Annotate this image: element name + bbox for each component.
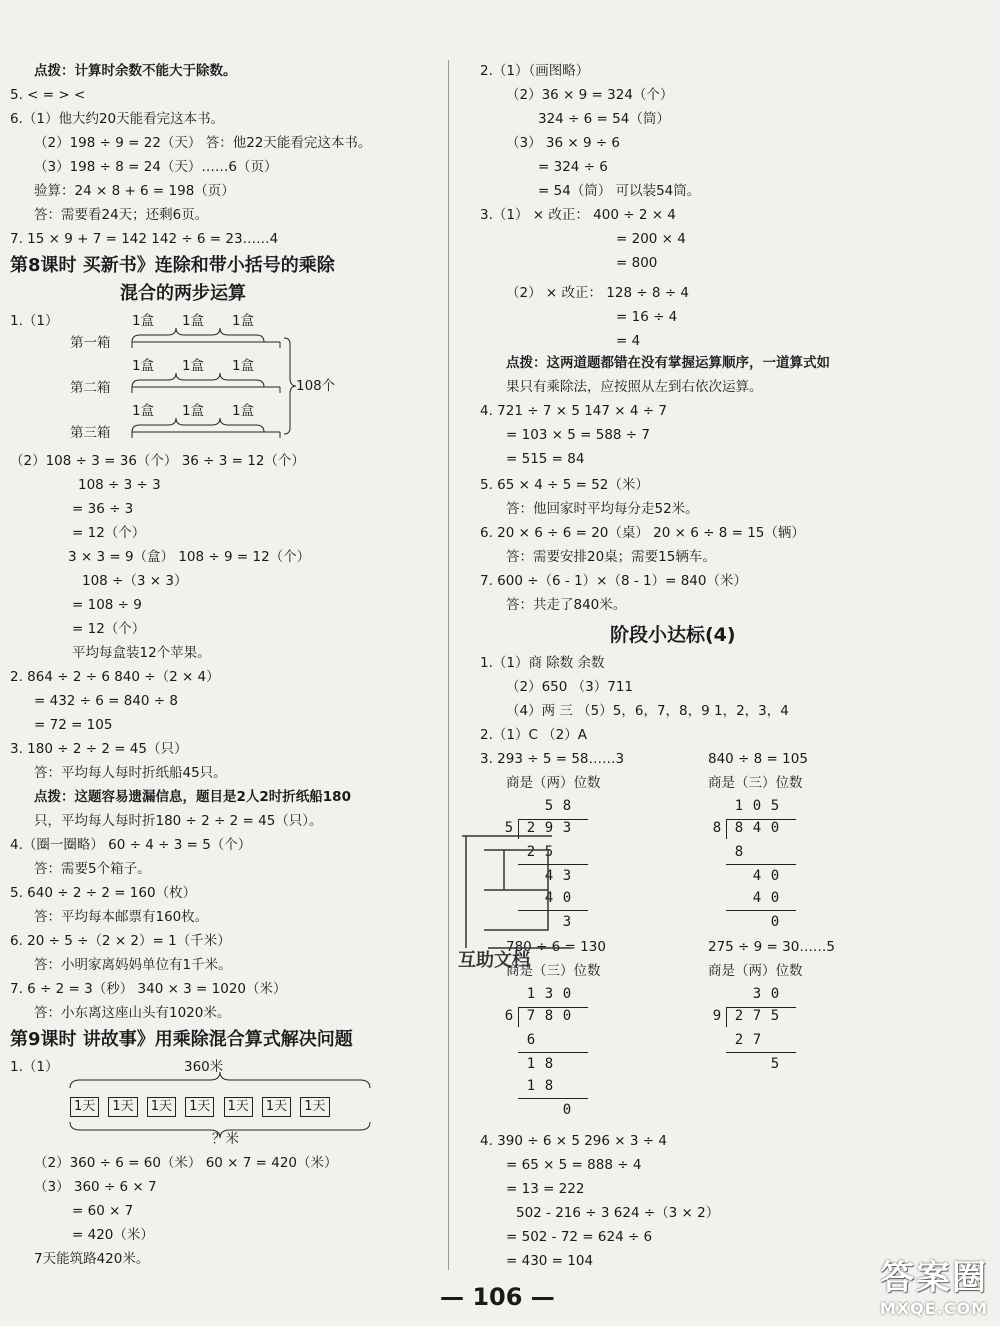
brace-diagram-svg <box>70 312 330 442</box>
answer-line: 4.（圈一圈略） 60 ÷ 4 ÷ 3 = 5（个） <box>10 837 252 853</box>
lesson-9-heading: 第9课时 讲故事》用乘除混合算式解决问题 <box>10 1029 353 1050</box>
answer-line: 1.（1） <box>10 1059 59 1075</box>
answer-line: 2.（1）C （2）A <box>480 727 588 743</box>
answer-line: 6. 20 × 6 ÷ 6 = 20（桌） 20 × 6 ÷ 8 = 15（辆） <box>480 525 805 541</box>
crate-1-label: 第一箱 <box>70 335 111 351</box>
quotient-digit: 3 <box>544 986 554 1002</box>
step-digit: 2 <box>734 1032 744 1048</box>
day-boxes <box>70 1095 334 1117</box>
answer-line: = 4 <box>616 333 641 349</box>
step-digit: 6 <box>526 1032 536 1048</box>
stamp-logo <box>458 830 578 980</box>
long-division-780-by-6 <box>500 986 600 1126</box>
division-bracket <box>726 819 727 839</box>
tip-text: 点拨：这题容易遗漏信息，题目是2人2时折纸船180 <box>34 789 351 805</box>
answer-line: 答：平均每本邮票有160枚。 <box>34 909 209 925</box>
answer-line: = 430 = 104 <box>506 1253 594 1269</box>
answer-line: 840 ÷ 8 = 105 <box>708 751 808 767</box>
step-digit: 7 <box>752 1032 762 1048</box>
remainder-digit: 0 <box>770 914 780 930</box>
answer-line: （2）198 ÷ 9 = 22（天） 答：他22天能看完这本书。 <box>34 135 372 151</box>
day-box: 1天 <box>262 1097 291 1117</box>
box-label: 1盒 <box>132 403 155 419</box>
answer-line: = 800 <box>616 255 658 271</box>
step-digit: 8 <box>544 1078 554 1094</box>
quotient-digit: 5 <box>770 798 780 814</box>
answer-line: （2）360 ÷ 6 = 60（米） 60 × 7 = 420（米） <box>34 1155 338 1171</box>
answer-line: 324 ÷ 6 = 54（筒） <box>538 111 670 127</box>
dividend-digit: 7 <box>752 1008 762 1024</box>
answer-line: 答：小东离这座山头有1020米。 <box>34 1005 231 1021</box>
box-diagram <box>70 312 336 442</box>
stage-test-heading: 阶段小达标(4) <box>610 624 736 646</box>
watermark-title: 答案圈 <box>880 1258 988 1298</box>
answer-line: （2）108 ÷ 3 = 36（个） 36 ÷ 3 = 12（个） <box>10 453 305 469</box>
answer-line: = 13 = 222 <box>506 1181 585 1197</box>
box-label: 1盒 <box>182 403 205 419</box>
step-digit: 5 <box>544 844 554 860</box>
answer-line: 答：需要安排20桌；需要15辆车。 <box>506 549 716 565</box>
answer-line: 4. 390 ÷ 6 × 5 296 × 3 ÷ 4 <box>480 1133 667 1149</box>
dividend-digit: 7 <box>526 1008 536 1024</box>
dividend-digit: 8 <box>734 820 744 836</box>
answer-line: 502 - 216 ÷ 3 624 ÷（3 × 2） <box>516 1205 720 1221</box>
answer-line: 3. 180 ÷ 2 ÷ 2 = 45（只） <box>10 741 188 757</box>
answer-line: 4. 721 ÷ 7 × 5 147 × 4 ÷ 7 <box>480 403 667 419</box>
answer-line: 5. 65 × 4 ÷ 5 = 52（米） <box>480 477 649 493</box>
dividend-digit: 5 <box>770 1008 780 1024</box>
step-digit: 2 <box>526 844 536 860</box>
answer-line: 2. 864 ÷ 2 ÷ 6 840 ÷（2 × 4） <box>10 669 220 685</box>
remainder-digit: 5 <box>770 1056 780 1072</box>
answer-line: （2） × 改正： 128 ÷ 8 ÷ 4 <box>506 285 690 301</box>
dividend-digit: 2 <box>734 1008 744 1024</box>
step-line <box>726 910 796 911</box>
answer-line: = 54（筒） 可以装54筒。 <box>538 183 701 199</box>
tip-text: 点拨：计算时余数不能大于除数。 <box>34 63 237 79</box>
answer-line: 答：他回家时平均每分走52米。 <box>506 501 699 517</box>
remainder-digit: 3 <box>562 914 572 930</box>
lesson-8-heading: 第8课时 买新书》连除和带小括号的乘除 <box>10 255 335 276</box>
answer-line: 商是（两）位数 <box>506 775 601 791</box>
answer-line: = 12（个） <box>72 621 146 637</box>
column-divider <box>448 60 449 1270</box>
box-label: 1盒 <box>182 358 205 374</box>
long-division-275-by-9 <box>708 986 808 1086</box>
answer-line: 7天能筑路420米。 <box>34 1251 150 1267</box>
dividend-digit: 8 <box>544 1008 554 1024</box>
answer-line: 108 ÷ 3 ÷ 3 <box>78 477 161 493</box>
long-division-840-by-8 <box>708 798 808 938</box>
tip-text: 只，平均每人每时折180 ÷ 2 ÷ 2 = 45（只）。 <box>34 813 323 829</box>
day-box: 1天 <box>300 1097 329 1117</box>
remainder-digit: 0 <box>562 1102 572 1118</box>
tip-text: 果只有乘除法，应按照从左到右依次运算。 <box>506 379 763 395</box>
stamp-text: 互助文档 <box>458 950 530 971</box>
dividend-digit: 2 <box>526 820 536 836</box>
step-line <box>726 1052 796 1053</box>
step-digit: 4 <box>544 890 554 906</box>
answer-line: 5. 640 ÷ 2 ÷ 2 = 160（枚） <box>10 885 197 901</box>
dividend-digit: 9 <box>544 820 554 836</box>
answer-line: 275 ÷ 9 = 30……5 <box>708 939 835 955</box>
day-box: 1天 <box>147 1097 176 1117</box>
quotient-digit: 8 <box>562 798 572 814</box>
distance-label: 360米 <box>184 1059 224 1075</box>
step-line <box>518 1052 588 1053</box>
answer-line: 7. 15 × 9 + 7 = 142 142 ÷ 6 = 23……4 <box>10 231 279 247</box>
answer-line: 答：小明家离妈妈单位有1千米。 <box>34 957 232 973</box>
answer-line: 答：共走了840米。 <box>506 597 627 613</box>
answer-line: = 108 ÷ 9 <box>72 597 142 613</box>
watermark-url: MXQE.COM <box>879 1299 988 1318</box>
answer-line: （2）650 （3）711 <box>506 679 634 695</box>
divisor: 8 <box>712 820 722 836</box>
answer-line: 7. 6 ÷ 2 = 3（秒） 340 × 3 = 1020（米） <box>10 981 287 997</box>
answer-line: （3）198 ÷ 8 = 24（天）……6（页） <box>34 159 278 175</box>
answer-line: 商是（三）位数 <box>506 963 601 979</box>
step-digit: 4 <box>544 868 554 884</box>
division-bracket <box>726 1007 727 1027</box>
quotient-digit: 0 <box>770 986 780 1002</box>
answer-line: = 60 × 7 <box>72 1203 134 1219</box>
box-label: 1盒 <box>232 403 255 419</box>
answer-line: 780 ÷ 6 = 130 <box>506 939 606 955</box>
answer-line: = 324 ÷ 6 <box>538 159 608 175</box>
dividend-digit: 0 <box>770 820 780 836</box>
dividend-digit: 3 <box>562 820 572 836</box>
answer-line: = 72 = 105 <box>34 717 113 733</box>
answer-line: 答：需要5个箱子。 <box>34 861 151 877</box>
watermark <box>880 1250 988 1318</box>
step-digit: 4 <box>752 890 762 906</box>
answer-line: 商是（三）位数 <box>708 775 803 791</box>
box-label: 1盒 <box>132 313 155 329</box>
answer-line: 3.（1） × 改正： 400 ÷ 2 × 4 <box>480 207 676 223</box>
answer-line: （3） 360 ÷ 6 × 7 <box>34 1179 157 1195</box>
page-number: — 106 — <box>440 1283 555 1311</box>
answer-line: 1.（1） <box>10 313 59 329</box>
answer-line: 2.（1）（画图略） <box>480 63 590 79</box>
day-box: 1天 <box>108 1097 137 1117</box>
answer-line: = 12（个） <box>72 525 146 541</box>
answer-line: = 65 × 5 = 888 ÷ 4 <box>506 1157 642 1173</box>
divisor: 6 <box>504 1008 514 1024</box>
answer-line: 6.（1）他大约20天能看完这本书。 <box>10 111 225 127</box>
crate-2-label: 第二箱 <box>70 380 111 396</box>
step-digit: 0 <box>770 890 780 906</box>
box-label: 1盒 <box>232 358 255 374</box>
step-digit: 0 <box>562 890 572 906</box>
step-digit: 4 <box>752 868 762 884</box>
crate-3-label: 第三箱 <box>70 425 111 441</box>
unknown-label: ？米 <box>212 1131 239 1147</box>
answer-line: = 515 = 84 <box>506 451 585 467</box>
day-box: 1天 <box>185 1097 214 1117</box>
step-digit: 1 <box>526 1078 536 1094</box>
answer-line: 7. 600 ÷（6 - 1）×（8 - 1）= 840（米） <box>480 573 747 589</box>
divisor: 9 <box>712 1008 722 1024</box>
step-line <box>518 1098 588 1099</box>
step-digit: 1 <box>526 1056 536 1072</box>
answer-line: 平均每盒装12个苹果。 <box>72 645 211 661</box>
day-box: 1天 <box>70 1097 99 1117</box>
step-digit: 0 <box>770 868 780 884</box>
answer-line: （4）两 三 （5）5，6，7，8，9 1，2，3，4 <box>506 703 789 719</box>
answer-line: = 103 × 5 = 588 ÷ 7 <box>506 427 650 443</box>
box-label: 1盒 <box>232 313 255 329</box>
answer-line: 3 × 3 = 9（盒） 108 ÷ 9 = 12（个） <box>68 549 311 565</box>
answer-line: 3. 293 ÷ 5 = 58……3 <box>480 751 625 767</box>
box-label: 1盒 <box>182 313 205 329</box>
step-digit: 8 <box>544 1056 554 1072</box>
answer-line: 验算：24 × 8 + 6 = 198（页） <box>34 183 235 199</box>
division-bracket <box>518 1007 519 1027</box>
quotient-digit: 1 <box>734 798 744 814</box>
answer-line: 5. < = > < <box>10 87 86 103</box>
answer-line: = 420（米） <box>72 1227 154 1243</box>
dividend-digit: 0 <box>562 1008 572 1024</box>
quotient-digit: 1 <box>526 986 536 1002</box>
divisor: 5 <box>504 820 514 836</box>
answer-line: 1.（1）商 除数 余数 <box>480 655 605 671</box>
step-line <box>726 864 796 865</box>
quotient-digit: 0 <box>562 986 572 1002</box>
dividend-digit: 4 <box>752 820 762 836</box>
day-box: 1天 <box>224 1097 253 1117</box>
answer-line: （3） 36 × 9 ÷ 6 <box>506 135 621 151</box>
total-label: 108个 <box>296 378 336 394</box>
answer-line: = 16 ÷ 4 <box>616 309 678 325</box>
answer-line: = 36 ÷ 3 <box>72 501 134 517</box>
answer-line: 答：需要看24天；还剩6页。 <box>34 207 209 223</box>
days-diagram <box>66 1058 386 1148</box>
step-digit: 3 <box>562 868 572 884</box>
answer-line: 答：平均每人每时折纸船45只。 <box>34 765 227 781</box>
step-digit: 8 <box>734 844 744 860</box>
answer-line: = 200 × 4 <box>616 231 686 247</box>
tip-text: 点拨：这两道题都错在没有掌握运算顺序，一道算式如 <box>506 355 830 371</box>
lesson-8-heading-2: 混合的两步运算 <box>120 283 246 304</box>
quotient-digit: 5 <box>544 798 554 814</box>
answer-line: 108 ÷（3 × 3） <box>82 573 188 589</box>
quotient-digit: 3 <box>752 986 762 1002</box>
box-label: 1盒 <box>132 358 155 374</box>
quotient-digit: 0 <box>752 798 762 814</box>
answer-line: 6. 20 ÷ 5 ÷（2 × 2）= 1（千米） <box>10 933 231 949</box>
answer-line: （2）36 × 9 = 324（个） <box>506 87 674 103</box>
answer-line: 商是（两）位数 <box>708 963 803 979</box>
answer-line: = 432 ÷ 6 = 840 ÷ 8 <box>34 693 178 709</box>
answer-line: = 502 - 72 = 624 ÷ 6 <box>506 1229 653 1245</box>
